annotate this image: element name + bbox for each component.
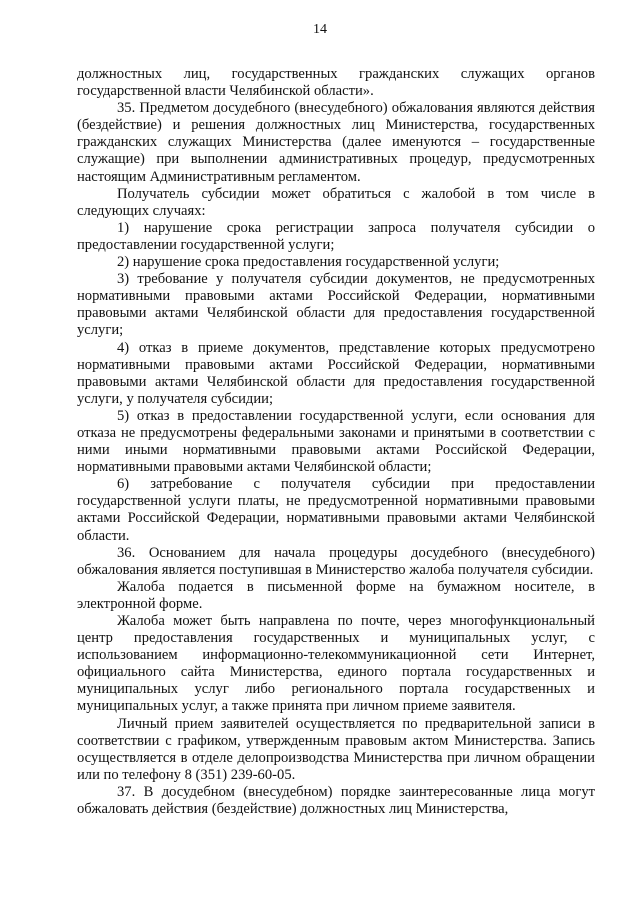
paragraph-complaint-channels: Жалоба может быть направлена по почте, через многофункциональный центр предоставления государственных и муниципальных услуг, с использованием информационно-телекоммуникационной сети Интернет, официального сайта Министерства, единого портала государственных и муниципальных услуг либо регионального портала государственных и муниципальных услуг, а также принята при личном приеме заявителя. xyxy=(77,613,595,715)
document-body xyxy=(77,66,595,818)
paragraph-complaint-form: Жалоба подается в письменной форме на бумажном носителе, в электронной форме. xyxy=(77,578,595,612)
paragraph-36: 36. Основанием для начала процедуры досудебного (внесудебного) обжалования является поступившая в Министерство жалоба получателя субсидии. xyxy=(77,544,595,578)
list-item-3: 3) требование у получателя субсидии документов, не предусмотренных нормативными правовыми актами Российской Федерации, нормативными правовыми актами Челябинской области для предоставления государственной услуги; xyxy=(77,271,595,339)
list-item-2: 2) нарушение срока предоставления государственной услуги; xyxy=(117,254,500,271)
page-number: 14 xyxy=(313,22,327,37)
list-item-4: 4) отказ в приеме документов, представление которых предусмотрено нормативными правовыми актами Российской Федерации, нормативными правовыми актами Челябинской области для предоставления государственной услуги, у получателя субсидии; xyxy=(77,339,595,407)
paragraph-continuation: должностных лиц, государственных гражданских служащих органов государственной власти Челябинской области». xyxy=(77,66,595,100)
list-item-6: 6) затребование с получателя субсидии при предоставлении государственной услуги платы, не предусмотренной нормативными правовыми актами Российской Федерации, нормативными правовыми актами Челябинской области. xyxy=(77,476,595,544)
list-item-1: 1) нарушение срока регистрации запроса получателя субсидии о предоставлении государственной услуги; xyxy=(77,219,595,253)
list-item-5: 5) отказ в предоставлении государственной услуги, если основания для отказа не предусмотрены федеральными законами и принятыми в соответствии с ними иными нормативными правовыми актами Российской Федерации, нормативными правовыми актами Челябинской области; xyxy=(77,407,595,476)
paragraph-35: 35. Предметом досудебного (внесудебного) обжалования являются действия (бездействие) и решения должностных лиц Министерства, государственных гражданских служащих Министерства (далее именуются – государственные служащие) при выполнении административных процедур, предусмотренных настоящим Административным регламентом. xyxy=(77,100,595,185)
paragraph-complaint-cases: Получатель субсидии может обратиться с жалобой в том числе в следующих случаях: xyxy=(77,185,595,219)
paragraph-37: 37. В досудебном (внесудебном) порядке заинтересованные лица могут обжаловать действия (бездействие) должностных лиц Министерства, xyxy=(77,783,595,818)
paragraph-personal-reception: Личный прием заявителей осуществляется по предварительной записи в соответствии с графиком, утвержденным правовым актом Министерства. Запись осуществляется в отделе делопроизводства Министерства при личном обращении или по телефону 8 (351) 239-60-05. xyxy=(77,715,595,783)
